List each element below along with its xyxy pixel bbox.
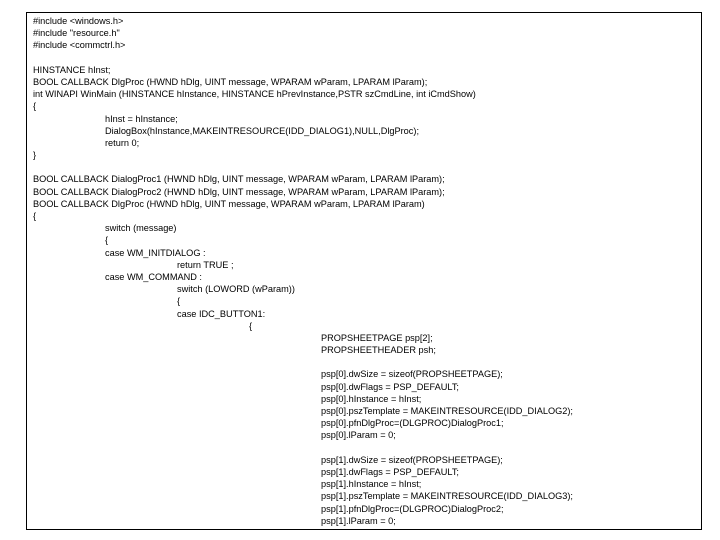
code-line: psp[1].dwFlags = PSP_DEFAULT;: [321, 466, 459, 477]
code-line: DialogBox(hInstance,MAKEINTRESOURCE(IDD_DIALOG1),NULL,DlgProc);: [105, 125, 419, 136]
code-listing-frame: [26, 12, 702, 530]
code-line: psp[0].pfnDlgProc=(DLGPROC)DialogProc1;: [321, 418, 504, 429]
code-line: [33, 52, 697, 64]
code-line: BOOL CALLBACK DialogProc2 (HWND hDlg, UINT message, WPARAM wParam, LPARAM lParam);: [33, 186, 445, 197]
code-line: psp[1].pfnDlgProc=(DLGPROC)DialogProc2;: [321, 503, 504, 514]
code-line: psp[1].hInstance = hInst;: [321, 479, 422, 490]
code-line: return 0;: [105, 137, 140, 148]
code-line: switch (LOWORD (wParam)): [177, 284, 295, 295]
code-line: psp[1].pszTemplate = MAKEINTRESOURCE(IDD_DIALOG3);: [321, 491, 573, 502]
code-line: {: [33, 211, 37, 221]
code-line: psp[1].dwSize = sizeof(PROPSHEETPAGE);: [321, 454, 503, 465]
code-line: case IDC_BUTTON1:: [177, 308, 266, 319]
code-line: [33, 356, 697, 368]
code-line: switch (message): [105, 223, 177, 234]
code-line: return TRUE ;: [177, 259, 234, 270]
code-line: psp[1].lParam = 0;: [321, 515, 396, 526]
code-line: PROPSHEETHEADER psh;: [321, 345, 436, 356]
code-line: #include <windows.h>: [33, 16, 124, 26]
code-line: psp[0].dwSize = sizeof(PROPSHEETPAGE);: [321, 369, 503, 380]
code-line: #include <commctrl.h>: [33, 40, 126, 51]
code-line: HINSTANCE hInst;: [33, 64, 111, 75]
code-line: BOOL CALLBACK DlgProc (HWND hDlg, UINT message, WPARAM wParam, LPARAM lParam);: [33, 76, 428, 87]
code-line: case WM_COMMAND :: [105, 271, 202, 282]
code-line: BOOL CALLBACK DlgProc (HWND hDlg, UINT message, WPARAM wParam, LPARAM lParam): [33, 198, 425, 209]
code-line: {: [177, 296, 181, 307]
code-line: psp[0].hInstance = hInst;: [321, 393, 422, 404]
code-line: int WINAPI WinMain (HINSTANCE hInstance, HINSTANCE hPrevInstance,PSTR szCmdLine, int iCmdShow): [33, 89, 476, 100]
code-line: psp[0].dwFlags = PSP_DEFAULT;: [321, 381, 459, 392]
code-line: }: [33, 150, 37, 161]
code-line: {: [249, 320, 253, 331]
code-line: psp[0].pszTemplate = MAKEINTRESOURCE(IDD_DIALOG2);: [321, 406, 573, 416]
code-line: {: [33, 101, 37, 112]
code-line: BOOL CALLBACK DialogProc1 (HWND hDlg, UINT message, WPARAM wParam, LPARAM lParam);: [33, 174, 445, 185]
code-line: {: [105, 235, 109, 246]
code-line: [33, 442, 697, 454]
code-line: [33, 161, 697, 173]
code-line: psp[0].lParam = 0;: [321, 430, 396, 441]
code-line: hInst = hInstance;: [105, 113, 178, 124]
code-line: #include "resource.h": [33, 28, 120, 39]
code-listing: [33, 15, 697, 527]
code-line: case WM_INITDIALOG :: [105, 247, 206, 258]
code-line: PROPSHEETPAGE psp[2];: [321, 332, 433, 343]
